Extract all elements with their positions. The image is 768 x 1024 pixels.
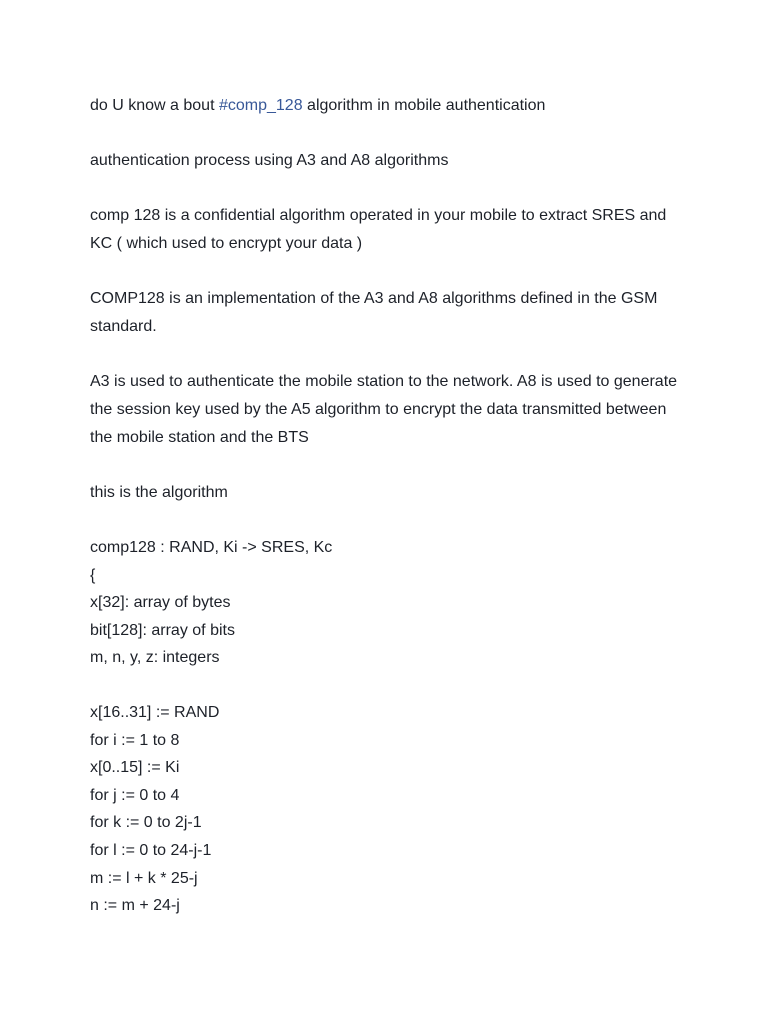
code-line: m, n, y, z: integers [90, 649, 220, 667]
code-line: for k := 0 to 2j-1 [90, 814, 202, 832]
post-body [90, 92, 690, 920]
paragraph-algorithm-intro: this is the algorithm [90, 484, 228, 501]
code-line: x[0..15] := Ki [90, 759, 180, 777]
intro-prefix: do U know a bout [90, 97, 219, 114]
paragraph-a3-a8-usage: A3 is used to authenticate the mobile station to the network. A8 is used to generate the session key used by the A5 algorithm to encrypt the data transmitted between the mobile station and the BTS [90, 373, 678, 446]
algorithm-declaration-block [90, 534, 690, 672]
code-line: m := l + k * 25-j [90, 869, 198, 887]
code-line: for j := 0 to 4 [90, 786, 180, 804]
code-line: comp128 : RAND, Ki -> SRES, Kc [90, 539, 333, 556]
paragraph-comp128-confidential: comp 128 is a confidential algorithm operated in your mobile to extract SRES and KC ( which used to encrypt your data ) [90, 207, 667, 252]
code-line: { [90, 566, 96, 584]
intro-suffix: algorithm in mobile authentication [302, 97, 546, 114]
code-line: for i := 1 to 8 [90, 731, 180, 749]
code-line: x[16..31] := RAND [90, 703, 220, 721]
hashtag-comp128-link[interactable]: #comp_128 [218, 97, 303, 114]
paragraph-comp128-implementation: COMP128 is an implementation of the A3 and A8 algorithms defined in the GSM standard. [90, 290, 658, 335]
post-intro [90, 92, 690, 120]
code-line: x[32]: array of bytes [90, 594, 231, 612]
algorithm-body-block [90, 699, 690, 920]
paragraph-auth-process: authentication process using A3 and A8 algorithms [90, 152, 449, 169]
code-line: bit[128]: array of bits [90, 621, 235, 639]
code-line: n := m + 24-j [90, 897, 180, 915]
code-line: for l := 0 to 24-j-1 [90, 841, 212, 859]
